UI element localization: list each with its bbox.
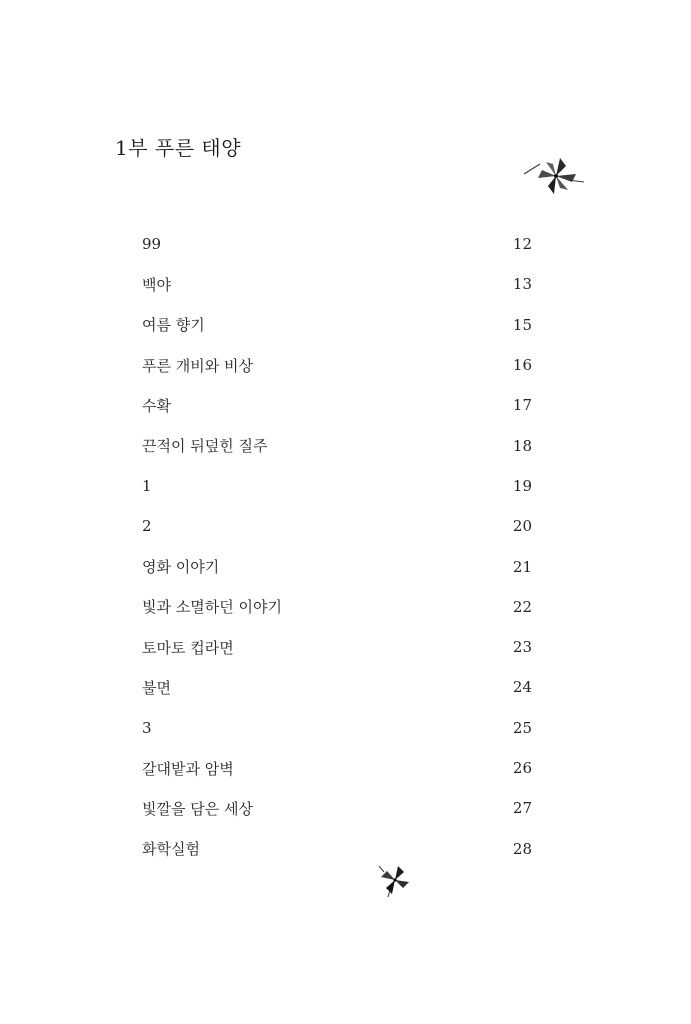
toc-entry[interactable] bbox=[142, 748, 532, 788]
toc-entry[interactable] bbox=[142, 788, 532, 828]
toc-entry-title: 99 bbox=[142, 235, 162, 254]
toc-entry-title: 끈적이 뒤덮힌 질주 bbox=[142, 437, 268, 456]
toc-entry-page: 12 bbox=[512, 235, 532, 254]
pinwheel-icon bbox=[520, 150, 586, 204]
toc-entry-title: 수확 bbox=[142, 396, 171, 415]
toc-entry-page: 13 bbox=[512, 275, 532, 294]
toc-entry-page: 15 bbox=[512, 315, 532, 334]
toc-entry-title: 토마토 컵라면 bbox=[142, 638, 234, 657]
toc-entry[interactable] bbox=[142, 828, 532, 868]
toc-entry-page: 28 bbox=[512, 839, 532, 858]
toc-entry[interactable] bbox=[142, 667, 532, 707]
toc-entry-title: 3 bbox=[142, 718, 152, 737]
toc-entry-title: 화학실험 bbox=[142, 840, 200, 859]
toc-entry[interactable] bbox=[142, 224, 532, 264]
toc-entry-title: 빛과 소멸하던 이야기 bbox=[142, 598, 282, 617]
toc-entry[interactable] bbox=[142, 627, 532, 667]
toc-entry-title: 갈대밭과 암벽 bbox=[142, 759, 234, 778]
toc-entry[interactable] bbox=[142, 587, 532, 627]
toc-entry-title: 푸른 개비와 비상 bbox=[142, 356, 253, 375]
toc-entry-page: 16 bbox=[512, 356, 532, 375]
toc-entry-page: 27 bbox=[512, 799, 532, 818]
toc-entry-title: 여름 향기 bbox=[142, 316, 205, 335]
part-title: 1부 푸른 태양 bbox=[115, 136, 242, 160]
table-of-contents bbox=[142, 224, 532, 869]
toc-entry[interactable] bbox=[142, 425, 532, 465]
toc-entry[interactable] bbox=[142, 506, 532, 546]
pinwheel-icon bbox=[378, 862, 412, 898]
toc-entry-page: 24 bbox=[512, 678, 532, 697]
toc-entry[interactable] bbox=[142, 546, 532, 586]
toc-entry-title: 영화 이야기 bbox=[142, 558, 220, 577]
toc-entry-title: 2 bbox=[142, 517, 152, 536]
toc-entry[interactable] bbox=[142, 264, 532, 304]
toc-entry-page: 18 bbox=[512, 436, 532, 455]
toc-entry[interactable] bbox=[142, 305, 532, 345]
toc-entry-page: 26 bbox=[512, 759, 532, 777]
toc-entry-page: 23 bbox=[512, 638, 532, 657]
toc-entry-page: 20 bbox=[512, 517, 532, 536]
toc-entry[interactable] bbox=[142, 708, 532, 748]
toc-entry-page: 21 bbox=[512, 557, 532, 576]
toc-entry-page: 19 bbox=[512, 476, 532, 495]
toc-entry[interactable] bbox=[142, 345, 532, 385]
toc-entry-title: 1 bbox=[142, 476, 152, 495]
toc-entry-page: 25 bbox=[512, 718, 532, 737]
toc-entry[interactable] bbox=[142, 466, 532, 506]
toc-entry-title: 불면 bbox=[142, 678, 171, 697]
toc-entry-title: 빛깔을 담은 세상 bbox=[142, 799, 253, 818]
toc-entry[interactable] bbox=[142, 385, 532, 425]
toc-entry-title: 백야 bbox=[142, 275, 171, 294]
toc-entry-page: 22 bbox=[512, 597, 532, 616]
toc-entry-page: 17 bbox=[512, 396, 532, 415]
